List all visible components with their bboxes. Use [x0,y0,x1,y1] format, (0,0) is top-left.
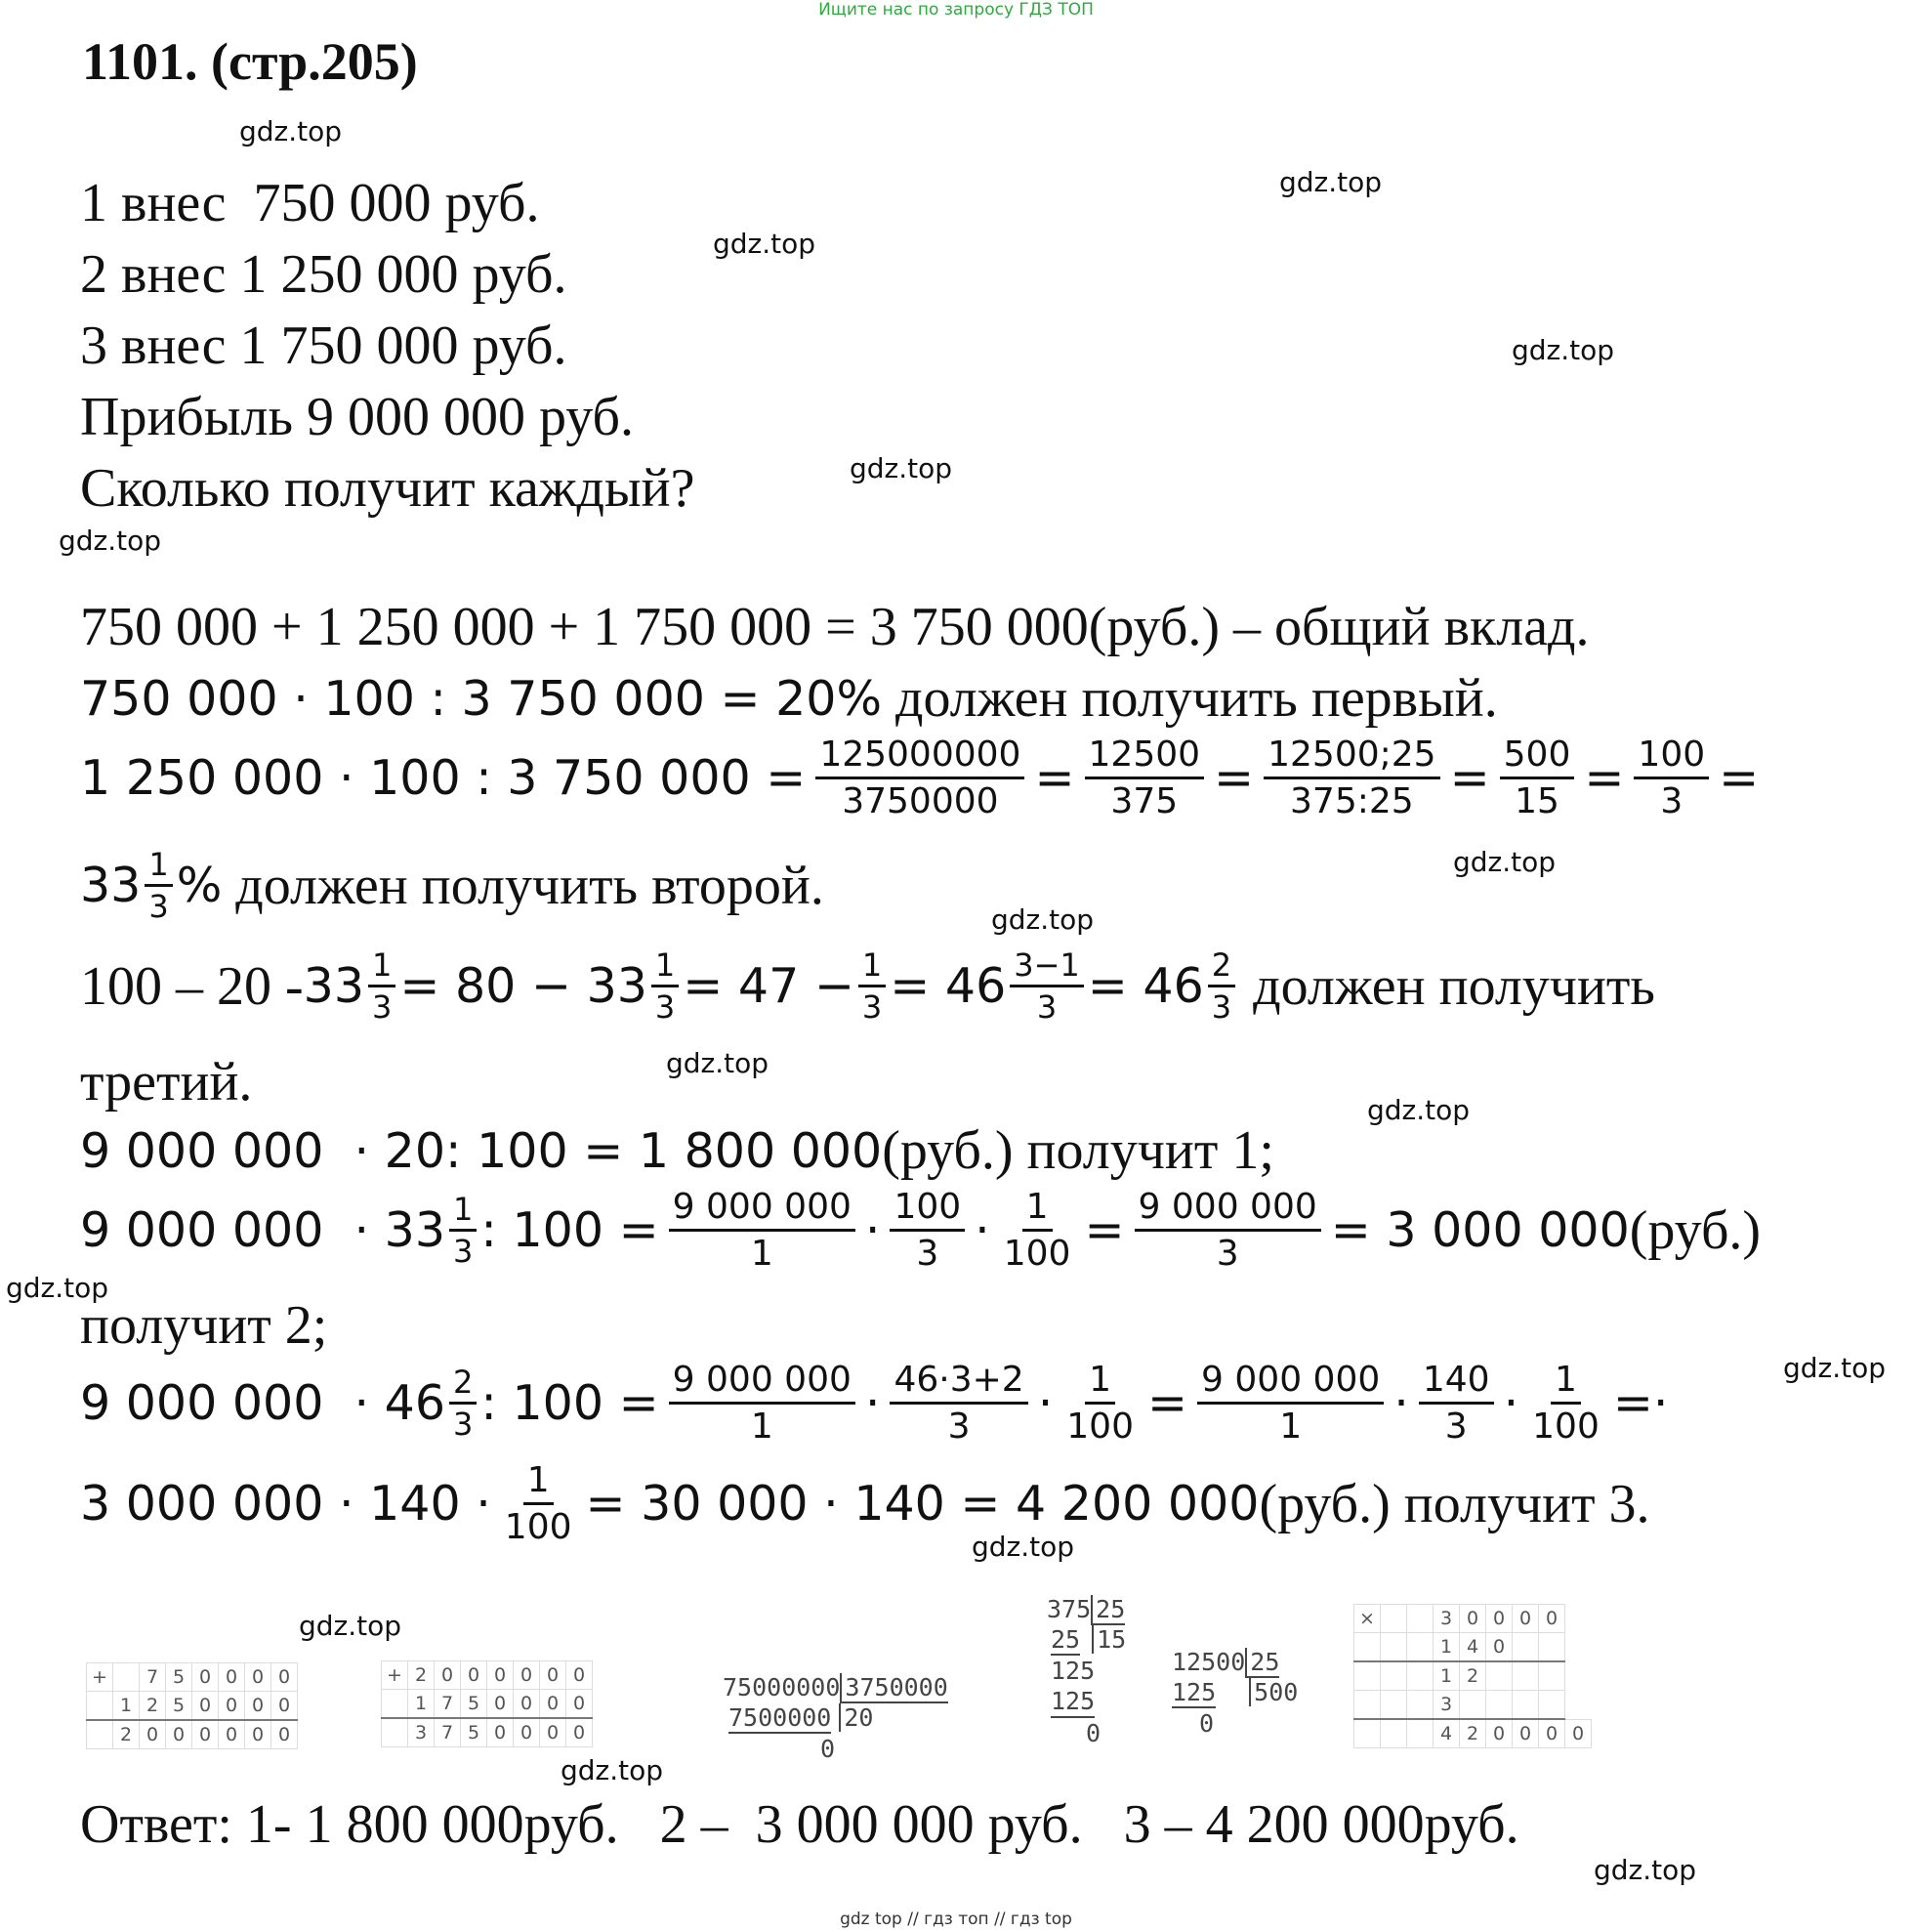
solution-line-6 [80,1051,252,1113]
text: получит 2; [80,1295,328,1356]
solution-line-8 [80,1185,1761,1276]
footer-links: gdz top // гдз топ // гдз top [840,1910,1072,1929]
fraction [669,1185,855,1276]
denominator: 3 [1660,781,1683,821]
numerator: 100 [1634,733,1709,779]
denominator: 100 [1532,1407,1600,1447]
math: 33 [303,958,365,1014]
text: должен получить [1239,955,1655,1017]
answer: Ответ: 1- 1 800 000руб. 2 – 3 000 000 руб. 3 – 4 200 000руб. [80,1794,1519,1855]
denominator: 100 [504,1507,572,1547]
math: 1 250 000 · 100 : 3 750 000 = [80,750,807,806]
math: =· [1612,1375,1669,1431]
fraction [501,1458,576,1549]
watermark: gdz.top [1594,1854,1697,1886]
text: третий. [80,1052,253,1113]
denominator: 3 [654,988,676,1026]
math: 9 000 000 · 20: 100 = 1 800 000 [80,1122,883,1179]
equals: = [1146,1375,1188,1431]
fraction [1264,733,1439,823]
fraction [1500,733,1575,823]
equals: = [1719,750,1760,806]
addition-column-2: + 2 0 0 0 0 0 0 1 7 5 0 0 0 0 3 7 5 0 0 0 0 [381,1660,593,1747]
remainder: 0 [1086,1719,1101,1747]
fraction [1197,1358,1384,1449]
numerator: 2 [1208,945,1235,987]
remainder: 0 [1199,1708,1215,1738]
given-line-2: 2 внес 1 250 000 руб. [80,244,567,305]
given-line-1: 1 внес 750 000 руб. [80,173,540,233]
denominator: 375:25 [1290,781,1414,821]
numerator: 9 000 000 [1197,1358,1384,1405]
equals: = [1584,750,1625,806]
dividend: 12500 [1172,1648,1246,1676]
fraction [1208,945,1235,1027]
text: (руб.) [1629,1199,1762,1261]
subtrahend: 125 [1172,1678,1217,1707]
fraction [1634,733,1709,823]
watermark: gdz.top [713,228,816,260]
fraction [1419,1358,1494,1449]
fraction [145,845,172,926]
denominator: 3 [947,1407,971,1447]
divisor: 25 [1245,1648,1279,1678]
math: 750 000 · 100 : 3 750 000 = 20% [80,670,883,727]
text: (руб.) получит 3. [1259,1473,1650,1534]
math: = 46 [1087,958,1204,1014]
numerator: 1 [1551,1358,1581,1405]
fraction [815,733,1024,823]
subtrahend: 125 [1051,1686,1095,1718]
operator: + [87,1663,113,1692]
fraction [858,945,886,1027]
given-question: Сколько получит каждый? [80,458,695,519]
watermark: gdz.top [1367,1094,1471,1126]
given-line-3: 3 внес 1 750 000 руб. [80,315,567,376]
divisor: 25 [1091,1595,1125,1625]
text: должен получить второй. [222,855,824,916]
quotient: 500 [1249,1678,1298,1706]
dot: · [864,1202,881,1258]
watermark: gdz.top [1783,1352,1887,1384]
watermark: gdz.top [850,452,953,484]
text: 100 – 20 - [80,955,304,1017]
solution-line-11 [80,1458,1650,1549]
numerator: 9 000 000 [669,1358,855,1405]
watermark: gdz.top [1512,334,1615,366]
percent: % [176,858,223,913]
subtrahend: 7500000 [728,1703,832,1733]
problem-title: 1101. (стр.205) [82,32,418,91]
numerator: 12500;25 [1264,733,1439,779]
dividend: 75000000 [723,1673,841,1701]
numerator: 1 [368,945,395,987]
math: 33 [80,858,142,913]
solution-line-7 [80,1119,1274,1182]
watermark: gdz.top [299,1610,402,1642]
watermark: gdz.top [666,1047,769,1079]
fraction [1085,733,1205,823]
numerator: 9 000 000 [669,1185,855,1232]
denominator: 3 [1036,988,1058,1026]
numerator: 1 [1085,1358,1115,1405]
math: : 100 = [480,1202,659,1258]
fraction [669,1358,855,1449]
dividend: 375 [1047,1595,1092,1623]
dot: · [1503,1375,1519,1431]
fraction [449,1363,477,1444]
solution-line-1 [80,596,1590,658]
numerator: 1 [1022,1185,1053,1232]
numerator: 46·3+2 [890,1358,1027,1405]
denominator: 3 [372,988,393,1026]
numerator: 3−1 [1010,945,1084,987]
math: = 3 000 000 [1330,1202,1630,1258]
numerator: 100 [890,1185,965,1232]
denominator: 1 [750,1407,773,1447]
long-division-3 [1172,1647,1298,1739]
solution-line-5 [80,945,1655,1027]
dot: · [1393,1375,1409,1431]
search-hint: Ищите нас по запросу ГДЗ ТОП [818,0,1094,20]
denominator: 3750000 [842,781,999,821]
quotient: 20 [839,1703,873,1732]
denominator: 15 [1515,781,1559,821]
numerator: 12500 [1085,733,1205,779]
watermark: gdz.top [991,903,1095,936]
quotient: 15 [1092,1625,1126,1654]
fraction [651,945,679,1027]
math: = 46 [890,958,1007,1014]
equals: = [1214,750,1255,806]
denominator: 100 [1003,1234,1071,1274]
solution-line-10 [80,1358,1669,1449]
subtrahend: 25 [1051,1625,1081,1655]
dot: · [975,1202,990,1258]
multiplication-column: × 3 0 0 0 0 1 4 0 1 2 3 4 2 0 0 0 0 [1353,1604,1592,1748]
math: = 30 000 · 140 = 4 200 000 [585,1476,1260,1532]
math: = 47 − [683,958,854,1014]
numerator: 1 [523,1458,554,1505]
text: 750 000 + 1 250 000 + 1 750 000 = 3 750 000(руб.) – общий вклад. [80,597,1590,657]
numerator: 2 [449,1363,477,1405]
operator: × [1354,1605,1381,1633]
addition-column-1: + 7 5 0 0 0 0 1 2 5 0 0 0 0 2 0 0 0 0 0 0 [86,1662,298,1749]
dot: · [864,1375,881,1431]
divisor: 3750000 [840,1673,947,1703]
numerator: 1 [449,1190,477,1232]
fraction [449,1190,477,1271]
math: 9 000 000 · 33 [80,1202,446,1258]
solution-line-2 [80,667,1498,730]
given-line-4: Прибыль 9 000 000 руб. [80,387,635,447]
denominator: 3 [916,1234,939,1274]
dot: · [1037,1375,1054,1431]
partial: 125 [1051,1656,1096,1685]
denominator: 3 [861,988,883,1026]
equals: = [1084,1202,1125,1258]
fraction [1135,1185,1321,1276]
fraction [368,945,395,1027]
watermark: gdz.top [561,1754,664,1786]
solution-line-3 [80,733,1759,823]
math: = 80 − 33 [399,958,647,1014]
remainder: 0 [820,1734,836,1763]
numerator: 1 [145,845,172,887]
watermark: gdz.top [972,1531,1075,1563]
denominator: 1 [1279,1407,1303,1447]
denominator: 100 [1066,1407,1134,1447]
numerator: 125000000 [815,733,1024,779]
denominator: 3 [1211,988,1232,1026]
watermark: gdz.top [1453,846,1557,878]
denominator: 3 [453,1406,474,1443]
numerator: 140 [1419,1358,1494,1405]
denominator: 3 [1444,1407,1468,1447]
equals: = [1449,750,1490,806]
denominator: 3 [1216,1234,1239,1274]
denominator: 1 [750,1234,773,1274]
fraction [890,1185,965,1276]
long-division-1 [723,1672,948,1764]
fraction [1000,1185,1075,1276]
denominator: 3 [148,888,169,925]
text: (руб.) получит 1; [882,1120,1274,1181]
fraction [1010,945,1084,1027]
denominator: 3 [453,1233,474,1270]
denominator: 375 [1110,781,1179,821]
numerator: 9 000 000 [1135,1185,1321,1232]
text: должен получить первый. [882,668,1498,729]
watermark: gdz.top [59,525,162,557]
operator: + [382,1661,408,1690]
long-division-2 [1047,1594,1126,1748]
math: 3 000 000 · 140 · [80,1476,491,1532]
fraction [890,1358,1027,1449]
fraction [1528,1358,1603,1449]
solution-line-4 [80,845,824,926]
equals: = [1034,750,1075,806]
numerator: 1 [858,945,886,987]
watermark: gdz.top [1279,166,1383,198]
math: 9 000 000 · 46 [80,1375,446,1431]
numerator: 500 [1500,733,1575,779]
math: : 100 = [480,1375,659,1431]
watermark: gdz.top [6,1272,109,1304]
fraction [1062,1358,1138,1449]
solution-line-9 [80,1294,327,1357]
numerator: 1 [651,945,679,987]
watermark: gdz.top [239,115,343,147]
